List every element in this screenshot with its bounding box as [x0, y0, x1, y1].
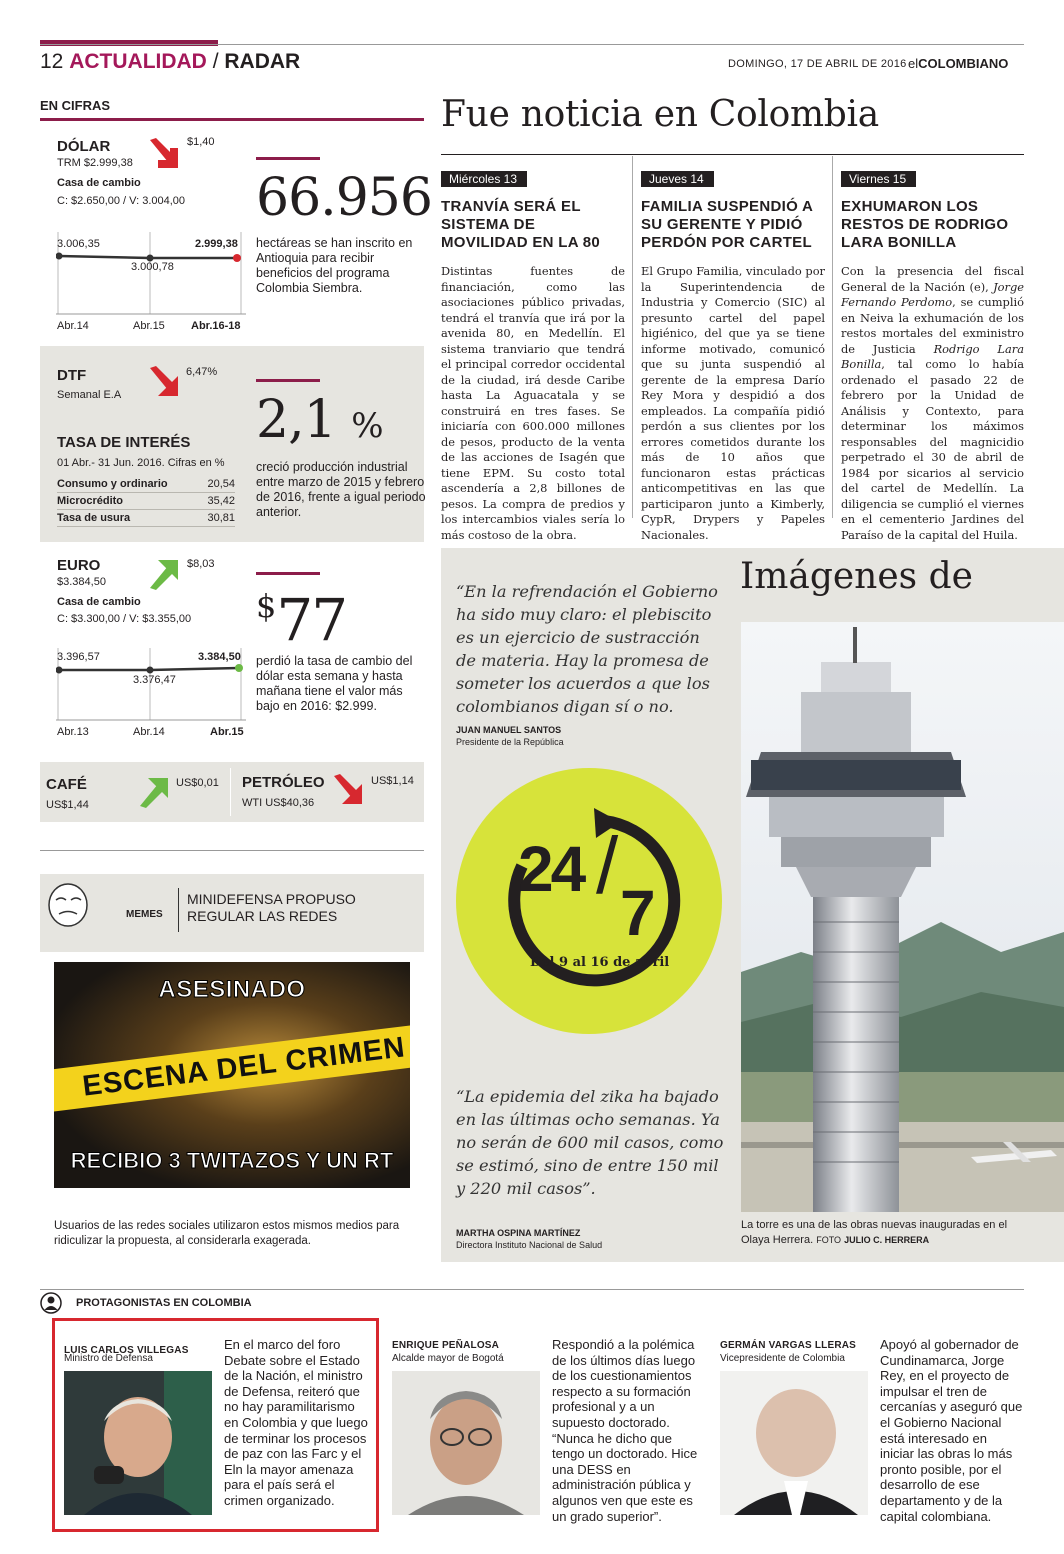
crime-tape-text: ESCENA DEL CRIMEN — [80, 1031, 408, 1103]
dolar-casa-values: C: $2.650,00 / V: 3.004,00 — [57, 195, 186, 207]
person-2-photo — [392, 1371, 540, 1515]
dolar-x-3: Abr.16-18 — [191, 320, 241, 332]
person-icon — [40, 1292, 62, 1314]
arrow-down-icon — [148, 364, 184, 400]
dolar-chart-label-1: 3.006,35 — [57, 238, 100, 250]
stat1-text: hectáreas se han inscrito en Antioquia para recibir beneficios del programa Colombia Siembra. — [256, 236, 413, 295]
person-3-name: GERMÁN VARGAS LLERAS — [720, 1340, 857, 1351]
noticia-headline: FAMILIA SUSPENDIÓ A SU GERENTE Y PIDIÓ PERDÓN POR CARTEL — [641, 198, 813, 251]
stat3-number — [256, 586, 346, 654]
stat2-value: 2,1 — [256, 390, 336, 450]
page-number: 12 — [40, 50, 64, 73]
header-date: DOMINGO, 17 DE ABRIL DE 2016 — [728, 58, 907, 70]
euro-x-1: Abr.13 — [57, 726, 89, 738]
person-3-photo — [720, 1371, 868, 1515]
header-rule — [40, 44, 1024, 45]
cafe-value: US$1,44 — [46, 799, 89, 811]
stat3-prefix: $ — [256, 587, 277, 625]
stat2-text: creció producción industrial entre marzo de 2015 y febrero de 2016, frente a igual periodo anterior. — [256, 460, 426, 519]
dolar-casa-label: Casa de cambio — [57, 177, 141, 189]
euro-x-2: Abr.14 — [133, 726, 165, 738]
tasa-row-label: Microcrédito — [57, 493, 200, 510]
body-part: , tal como lo había ordenado el pasado 22 de febrero por la Unidad de Análisis y Contexto, para determinar los máximos responsables del magnicidio perpetrado el 30 de abril de 1984 por sicarios al servicio del cartel de Medellín. La diligencia se cumplió el viernes en el cementerio Jardines del Paraíso de la capital del Huila. — [841, 357, 1024, 542]
quote-2-author: MARTHA OSPINA MARTÍNEZ — [456, 1228, 581, 1238]
protagonistas-label: PROTAGONISTAS EN COLOMBIA — [76, 1297, 252, 1309]
euro-chart-label-2: 3.376,47 — [133, 674, 176, 686]
euro-casa-values: C: $3.300,00 / V: $3.355,00 — [57, 613, 192, 625]
dtf-sub: Semanal E.A — [57, 389, 122, 401]
control-tower-photo — [741, 622, 1064, 1212]
dolar-chart-label-2: 3.000,78 — [131, 261, 174, 273]
caption-text: La torre es una de las obras nuevas inauguradas en el Olaya Herrera. — [741, 1219, 1008, 1246]
dolar-x-1: Abr.14 — [57, 320, 89, 332]
person-1-text: En el marco del foro Debate sobre el Estado de la Nación, el ministro de Defensa, reiteró que no hay paramilitarismo en Colombia y que luego de terminar los procesos de paz con las Farc y el Eln la mayor amenaza para el país será el crimen organizado. — [224, 1337, 368, 1508]
petroleo-change: US$1,14 — [371, 775, 414, 787]
tasa-row-value: 20,54 — [200, 476, 235, 493]
person-2-name: ENRIQUE PEÑALOSA — [392, 1340, 500, 1351]
dolar-trm: TRM $2.999,38 — [57, 157, 133, 169]
body-part-italic: Rodrigo Lara Bonilla — [841, 341, 1024, 371]
day-tag: Viernes 15 — [841, 171, 916, 187]
meme-caption: Usuarios de las redes sociales utilizaron estos mismos medios para ridiculizar la propuesta, al considerarla exagerada. — [54, 1220, 400, 1247]
header-separator: / — [212, 50, 219, 73]
stat2-number — [256, 390, 383, 450]
noticia-headline: EXHUMARON LOS RESTOS DE RODRIGO LARA BONILLA — [841, 198, 1009, 251]
badge-24-7 — [454, 766, 724, 1036]
cifras-rule — [40, 118, 424, 121]
badge-slash: / — [596, 821, 619, 910]
stat1-number: 66.956 — [256, 168, 432, 228]
noticia-col-3 — [841, 170, 1024, 543]
petroleo-value: WTI US$40,36 — [242, 797, 315, 809]
imagenes-caption — [741, 1218, 1031, 1248]
day-tag: Miércoles 13 — [441, 171, 527, 187]
dtf-title: DTF — [57, 367, 87, 384]
body-part: Con la presencia del fiscal General de la Nación (e), — [841, 264, 1024, 294]
memes-label: MEMES — [126, 909, 163, 920]
tasa-row-label: Tasa de usura — [57, 510, 200, 527]
euro-chart-label-3: 3.384,50 — [198, 651, 241, 663]
noticia-headline: TRANVÍA SERÁ EL SISTEMA DE MOVILIDAD EN LA 80 — [441, 198, 601, 251]
cafe-title: CAFÉ — [46, 776, 87, 793]
credit-label: FOTO — [816, 1235, 842, 1245]
subsection-name: RADAR — [224, 50, 301, 73]
euro-change: $8,03 — [187, 558, 215, 570]
dtf-change: 6,47% — [186, 366, 218, 378]
cifras-bottom-rule — [40, 850, 424, 851]
tasa-row — [57, 493, 235, 510]
petroleo-title: PETRÓLEO — [242, 774, 325, 791]
stat1-rule — [256, 157, 320, 160]
tasa-row-value: 35,42 — [200, 493, 235, 510]
person-3-text: Apoyó al gobernador de Cundinamarca, Jorge Rey, en el proyecto de impulsar el tren de cercanías y aseguró que el Gobierno Nacional está interesado en iniciar las obras lo más pronto posible, por el desarrollo de ese departamento y de la capital colombiana. — [880, 1337, 1023, 1524]
header-accent-bar — [40, 40, 218, 46]
person-name: LUIS CARLOS VILLEGAS — [64, 1345, 189, 1356]
noticia-title: Fue noticia en Colombia — [441, 94, 879, 135]
arrow-down-icon — [148, 136, 184, 172]
meme-face-icon — [46, 882, 90, 928]
memes-divider — [178, 888, 179, 932]
dolar-chart-label-3: 2.999,38 — [195, 238, 238, 250]
memes-headline: MINIDEFENSA PROPUSO REGULAR LAS REDES — [187, 891, 356, 924]
dolar-title: DÓLAR — [57, 138, 111, 155]
noticia-body: El Grupo Familia, vinculado por la Superintendencia de Industria y Comercio (SIC) al presunto cartel del papel higiénico, del que ya se tiene informe motivado, comunicó que su junta suspendió al gerente de la empresa Darío Rey Mora y despidió a dos empleados. La compañía pidió perdón a sus clientes por los errores cometidos durante los más de 10 años que funcionaron estas prácticas anticompetitivas en las que participaron junto a Kimberly, CypR, Drypers y Papeles Nacionales. — [641, 264, 825, 542]
stat2-unit: % — [351, 406, 383, 446]
dolar-point-3 — [233, 254, 241, 262]
page-header — [40, 50, 300, 74]
brand-logo — [908, 56, 1008, 71]
dolar-point-1 — [56, 253, 63, 260]
person-1-role: Ministro de Defensa — [64, 1353, 153, 1364]
euro-casa-label: Casa de cambio — [57, 596, 141, 608]
credit-name: JULIO C. HERRERA — [844, 1235, 930, 1245]
tasa-row-value: 30,81 — [200, 510, 235, 527]
noticia-body — [841, 264, 1024, 543]
meme-image — [54, 962, 410, 1188]
protagonistas-rule — [40, 1289, 1024, 1290]
euro-value: $3.384,50 — [57, 576, 106, 588]
stat3-text: perdió la tasa de cambio del dólar esta semana y hasta mañana tiene el valor más bajo en 2016: $2.999. — [256, 654, 413, 713]
arrow-up-icon — [148, 556, 184, 592]
stat3-rule — [256, 572, 320, 575]
stat2-rule — [256, 379, 320, 382]
cafe-change: US$0,01 — [176, 777, 219, 789]
euro-title: EURO — [57, 557, 101, 574]
tasa-sub: 01 Abr.- 31 Jun. 2016. Cifras en % — [57, 457, 225, 469]
tasa-title: TASA DE INTERÉS — [57, 434, 191, 451]
dolar-change: $1,40 — [187, 136, 215, 148]
section-name: ACTUALIDAD — [69, 50, 207, 73]
quote-1-author: JUAN MANUEL SANTOS — [456, 725, 562, 735]
badge-7: 7 — [620, 877, 656, 949]
quote-1-text: “En la refrendación el Gobierno ha sido muy claro: el plebiscito es un ejercicio de sustracción de materia. Hay la promesa de someter los acuerdos a que los colombianos digan sí o no. — [456, 582, 718, 716]
tasa-table — [57, 476, 235, 527]
quote-2-text: “La epidemia del zika ha bajado en las últimas ocho semanas. Ya no serán de 600 mil casos, como se estimó, sino de entre 150 mil y 220 mil casos”. — [456, 1087, 724, 1198]
crime-tape — [54, 1021, 410, 1114]
meme-top-text: ASESINADO — [158, 976, 306, 1003]
tasa-row-label: Consumo y ordinario — [57, 476, 200, 493]
noticia-col-1 — [441, 170, 625, 543]
person-2-role: Alcalde mayor de Bogotá — [392, 1353, 504, 1364]
person-2-text: Respondió a la polémica de los últimos días luego de los cuestionamientos respecto a su formación profesional y a un supuesto doctorado. “Nunca he dicho que tengo un doctorado. Hice una DESS en administración pública y algunos ven que este es un grado superior”. — [552, 1337, 698, 1524]
body-part: , se cumplió en Neiva la exhumación de los restos mortales del exministro de Justicia — [841, 295, 1024, 356]
noticia-col-2 — [641, 170, 825, 543]
euro-chart-label-1: 3.396,57 — [57, 651, 100, 663]
euro-x-3: Abr.15 — [210, 726, 244, 738]
meme-bottom-text: RECIBIO 3 TWITAZOS Y UN RT — [70, 1148, 394, 1173]
imagenes-title: Imágenes de — [740, 556, 973, 597]
arrow-up-icon — [138, 774, 174, 810]
stat3-value: 77 — [276, 586, 347, 654]
brand-name: COLOMBIANO — [918, 56, 1009, 71]
cifras-label: EN CIFRAS — [40, 98, 111, 113]
person-1-photo — [64, 1371, 212, 1515]
tasa-row — [57, 510, 235, 527]
euro-point-2 — [147, 667, 154, 674]
day-tag: Jueves 14 — [641, 171, 714, 187]
col-divider — [832, 156, 833, 518]
badge-24: 24 — [518, 833, 584, 905]
col-divider — [632, 156, 633, 518]
noticia-body: Distintas fuentes de financiación, como las asociaciones público privadas, tendrá el tranvía que irá por la avenida 80, en Medellín. El sistema tranviario que tendrá el principal corredor occidental de la ciudad, irá desde Caribe hasta La Aguacatala y se construirá en tres fases. Se iniciaría con 600.000 millones de pesos, producto de la venta de las acciones de Isagén que tiene EPM. Su costo total ascendería a 2,8 billones de pesos. La compra de predios y los intercambios viales sería lo más costoso de la obra. — [441, 264, 625, 542]
euro-point-1 — [56, 667, 63, 674]
body-part-italic: Jorge Fernando Perdomo — [841, 279, 1024, 309]
tasa-row — [57, 476, 235, 493]
quote-1-role: Presidente de la República — [456, 737, 564, 747]
commodities-divider — [230, 768, 231, 816]
dolar-x-2: Abr.15 — [133, 320, 165, 332]
euro-point-3 — [235, 664, 243, 672]
noticia-rule — [441, 154, 1024, 155]
person-3-role: Vicepresidente de Colombia — [720, 1353, 845, 1364]
arrow-down-icon — [332, 772, 368, 808]
quote-2-role: Directora Instituto Nacional de Salud — [456, 1240, 603, 1250]
brand-prefix: el — [908, 56, 919, 71]
badge-sub: Del 9 al 16 de abril — [530, 955, 670, 970]
